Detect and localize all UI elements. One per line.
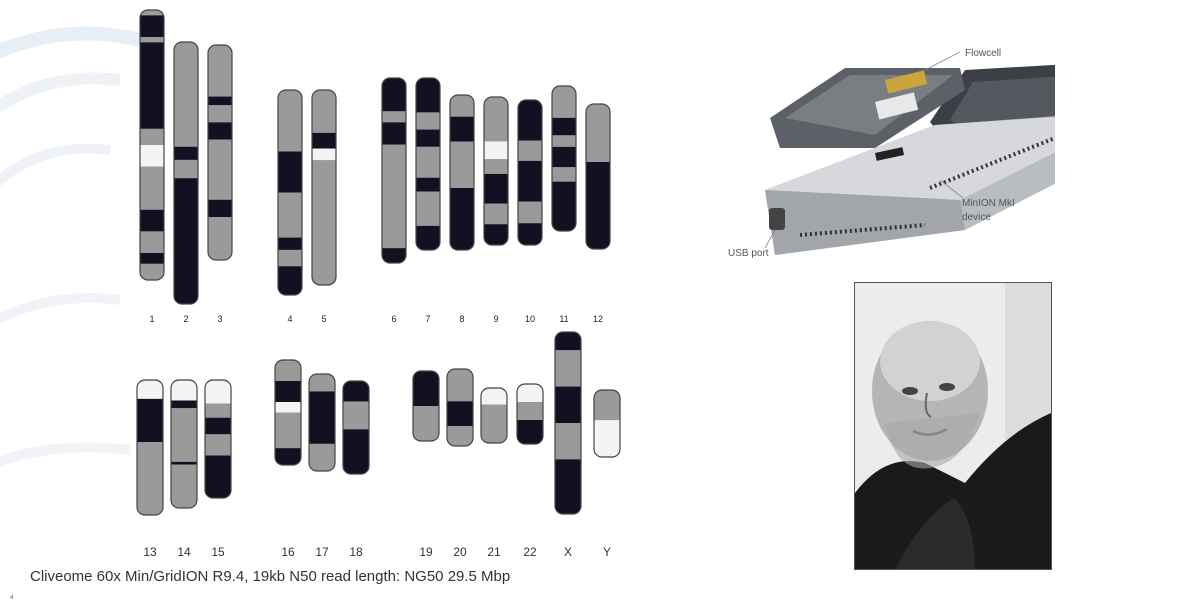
chromosome-5 xyxy=(311,89,337,286)
chromosome-label: 10 xyxy=(524,314,535,324)
chromosome-label: 18 xyxy=(349,545,363,559)
chromosome-16 xyxy=(274,359,302,466)
chromosome-label: 8 xyxy=(459,314,465,324)
portrait-photo xyxy=(854,282,1052,570)
chromosome-2 xyxy=(173,41,199,305)
device-label-line2: device xyxy=(962,212,991,223)
chromosome-14 xyxy=(170,379,198,509)
chromosome-label: 6 xyxy=(391,314,397,324)
chromosome-Y xyxy=(593,389,621,458)
chromosome-label: 11 xyxy=(559,314,569,324)
chromosome-label: 1 xyxy=(149,314,155,324)
chromosome-label: 12 xyxy=(592,314,603,324)
chromosome-17 xyxy=(308,373,336,472)
chromosome-15 xyxy=(204,379,232,499)
chromosome-label: 14 xyxy=(177,545,191,559)
chromosome-label: 13 xyxy=(143,545,157,559)
chromosome-label: 21 xyxy=(487,545,501,559)
chromosome-12 xyxy=(585,103,611,250)
chromosome-label: 9 xyxy=(493,314,499,324)
usb-port-label: USB port xyxy=(728,248,769,259)
chromosome-9 xyxy=(483,96,509,246)
chromosome-18 xyxy=(342,380,370,475)
chromosome-label: 3 xyxy=(217,314,223,324)
background-swirl-decoration xyxy=(0,0,200,604)
chromosome-4 xyxy=(277,89,303,296)
chromosome-label: 19 xyxy=(419,545,433,559)
chromosome-label: 17 xyxy=(315,545,329,559)
chromosome-label: Y xyxy=(602,545,611,559)
chromosome-label: 16 xyxy=(281,545,295,559)
chromosome-label: 20 xyxy=(453,545,467,559)
chromosome-11 xyxy=(551,85,577,232)
chromosome-label: 7 xyxy=(425,314,431,324)
chromosome-label: 5 xyxy=(321,314,327,324)
chromosome-20 xyxy=(446,368,474,447)
chromosome-label: 4 xyxy=(287,314,293,324)
chromosome-21 xyxy=(480,387,508,444)
chromosome-X xyxy=(554,331,582,515)
minion-device-illustration xyxy=(725,30,1055,270)
portrait-illustration xyxy=(855,283,1051,569)
chromosome-label: 2 xyxy=(183,314,189,324)
device-body-front xyxy=(765,190,965,255)
usb-port-slot xyxy=(769,208,785,230)
chromosome-13 xyxy=(136,379,164,516)
chromosome-19 xyxy=(412,370,440,442)
chromosome-1 xyxy=(139,9,165,281)
chromosome-label: 22 xyxy=(523,545,537,559)
slide-number: 4 xyxy=(10,595,14,601)
chromosome-7 xyxy=(415,77,441,251)
chromosome-6 xyxy=(381,77,407,264)
flowcell-pointer xyxy=(925,52,960,70)
device-label-line1: MinION MkI xyxy=(962,198,1015,209)
chromosome-label: X xyxy=(563,545,572,559)
chromosome-label: 15 xyxy=(211,545,225,559)
flowcell-label: Flowcell xyxy=(965,48,1002,59)
chromosome-10 xyxy=(517,99,543,246)
chromosome-22 xyxy=(516,383,544,445)
chromosome-3 xyxy=(207,44,233,261)
chromosome-8 xyxy=(449,94,475,251)
slide-caption: Cliveome 60x Min/GridION R9.4, 19kb N50 read length: NG50 29.5 Mbp xyxy=(30,568,511,585)
